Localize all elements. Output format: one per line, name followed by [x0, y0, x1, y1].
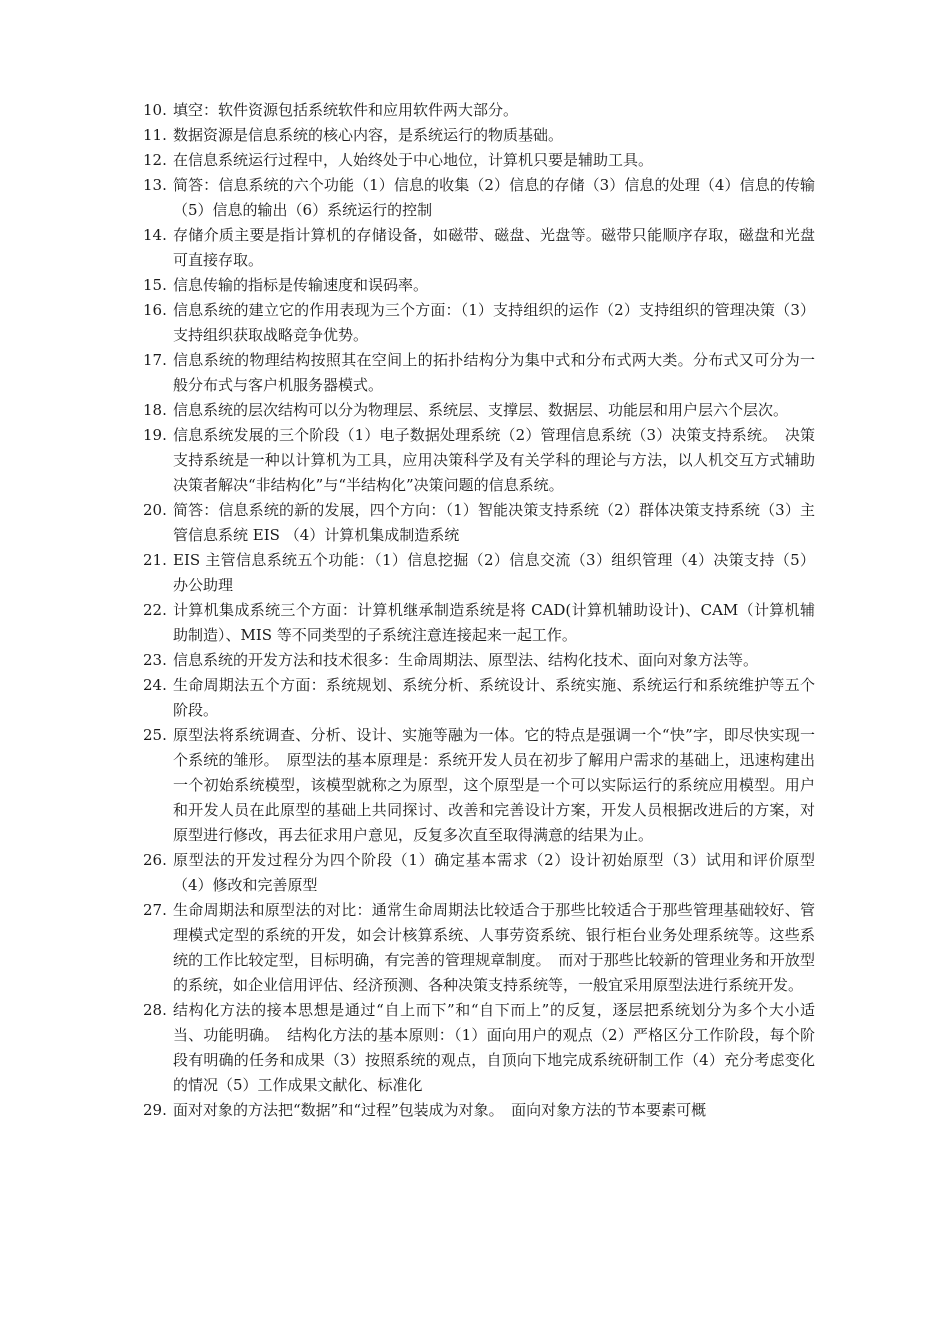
list-item-11: [143, 123, 815, 148]
item-text: 填空：软件资源包括系统软件和应用软件两大部分。: [173, 101, 519, 119]
item-number: 21.: [143, 551, 167, 569]
item-number: 19.: [143, 426, 167, 444]
item-text: 原型法的开发过程分为四个阶段（1）确定基本需求（2）设计初始原型（3）试用和评价原型（4）修改和完善原型: [173, 851, 815, 894]
list-item-10: [143, 98, 815, 123]
item-number: 24.: [143, 676, 167, 694]
list-item-23: [143, 648, 815, 673]
item-text: 面对对象的方法把“数据”和“过程”包装成为对象。 面向对象方法的节本要素可概: [173, 1101, 707, 1119]
item-number: 14.: [143, 226, 167, 244]
list-item-26: [143, 848, 815, 898]
item-number: 29.: [143, 1101, 167, 1119]
item-text: 生命周期法和原型法的对比：通常生命周期法比较适合于那些比较适合于那些管理基础较好、管理模式定型的系统的开发，如会计核算系统、人事劳资系统、银行柜台业务处理系统等。这些系统的工作比较定型，目标明确，有完善的管理规章制度。 而对于那些比较新的管理业务和开放型的系统，如企业信用评估、经济预测、各种决策支持系统等，一般宜采用原型法进行系统开发。: [173, 901, 815, 994]
item-number: 11.: [143, 126, 167, 144]
item-number: 28.: [143, 1001, 167, 1019]
item-number: 16.: [143, 301, 167, 319]
list-item-17: [143, 348, 815, 398]
list-item-18: [143, 398, 815, 423]
item-number: 10.: [143, 101, 167, 119]
list-item-14: [143, 223, 815, 273]
item-text: 计算机集成系统三个方面：计算机继承制造系统是将 CAD(计算机辅助设计)、CAM（计算机辅助制造）、MIS 等不同类型的子系统注意连接起来一起工作。: [173, 601, 815, 644]
item-text: 存储介质主要是指计算机的存储设备，如磁带、磁盘、光盘等。磁带只能顺序存取，磁盘和光盘可直接存取。: [173, 226, 815, 269]
list-item-16: [143, 298, 815, 348]
list-item-22: [143, 598, 815, 648]
item-text: 信息系统的建立它的作用表现为三个方面：（1）支持组织的运作（2）支持组织的管理决策（3）支持组织获取战略竞争优势。: [173, 301, 815, 344]
list-item-15: [143, 273, 815, 298]
list-item-25: [143, 723, 815, 848]
list-item-20: [143, 498, 815, 548]
item-number: 22.: [143, 601, 167, 619]
item-number: 18.: [143, 401, 167, 419]
item-text: 原型法将系统调查、分析、设计、实施等融为一体。它的特点是强调一个“快”字，即尽快实现一个系统的雏形。 原型法的基本原理是：系统开发人员在初步了解用户需求的基础上，迅速构建出一个初始系统模型，该模型就称之为原型，这个原型是一个可以实际运行的系统应用模型。用户和开发人员在此原型的基础上共同探讨、改善和完善设计方案，开发人员根据改进后的方案，对原型进行修改，再去征求用户意见，反复多次直至取得满意的结果为止。: [173, 726, 815, 844]
item-text: 信息系统的物理结构按照其在空间上的拓扑结构分为集中式和分布式两大类。分布式又可分为一般分布式与客户机服务器模式。: [173, 351, 815, 394]
item-text: 简答：信息系统的六个功能（1）信息的收集（2）信息的存储（3）信息的处理（4）信息的传输（5）信息的输出（6）系统运行的控制: [173, 176, 815, 219]
item-number: 15.: [143, 276, 167, 294]
item-text: 在信息系统运行过程中，人始终处于中心地位，计算机只要是辅助工具。: [173, 151, 654, 169]
list-item-12: [143, 148, 815, 173]
list-item-21: [143, 548, 815, 598]
item-number: 20.: [143, 501, 167, 519]
list-item-27: [143, 898, 815, 998]
item-text: 简答：信息系统的新的发展，四个方向：（1）智能决策支持系统（2）群体决策支持系统（3）主管信息系统 EIS （4）计算机集成制造系统: [173, 501, 815, 544]
item-number: 27.: [143, 901, 167, 919]
item-text: 信息传输的指标是传输速度和误码率。: [173, 276, 429, 294]
item-number: 17.: [143, 351, 167, 369]
item-text: 结构化方法的接本思想是通过“自上而下”和“自下而上”的反复，逐层把系统划分为多个大小适当、功能明确。 结构化方法的基本原则：（1）面向用户的观点（2）严格区分工作阶段，每个阶段有明确的任务和成果（3）按照系统的观点，自顶向下地完成系统研制工作（4）充分考虑变化的情况（5）工作成果文献化、标准化: [173, 1001, 815, 1094]
item-text: EIS 主管信息系统五个功能：（1）信息挖掘（2）信息交流（3）组织管理（4）决策支持（5）办公助理: [173, 551, 815, 594]
numbered-list: [143, 98, 815, 1123]
item-text: 生命周期法五个方面：系统规划、系统分析、系统设计、系统实施、系统运行和系统维护等五个阶段。: [173, 676, 815, 719]
item-text: 信息系统的层次结构可以分为物理层、系统层、支撑层、数据层、功能层和用户层六个层次。: [173, 401, 789, 419]
list-item-24: [143, 673, 815, 723]
item-number: 13.: [143, 176, 167, 194]
list-item-19: [143, 423, 815, 498]
item-text: 信息系统发展的三个阶段（1）电子数据处理系统（2）管理信息系统（3）决策支持系统。 决策支持系统是一种以计算机为工具，应用决策科学及有关学科的理论与方法，以人机交互方式辅助决策者解决“非结构化”与“半结构化”决策问题的信息系统。: [173, 426, 815, 494]
item-text: 信息系统的开发方法和技术很多：生命周期法、原型法、结构化技术、面向对象方法等。: [173, 651, 759, 669]
item-number: 23.: [143, 651, 167, 669]
list-item-29: [143, 1098, 815, 1123]
item-number: 25.: [143, 726, 167, 744]
item-number: 12.: [143, 151, 167, 169]
item-number: 26.: [143, 851, 167, 869]
item-text: 数据资源是信息系统的核心内容，是系统运行的物质基础。: [173, 126, 564, 144]
list-item-28: [143, 998, 815, 1098]
list-item-13: [143, 173, 815, 223]
